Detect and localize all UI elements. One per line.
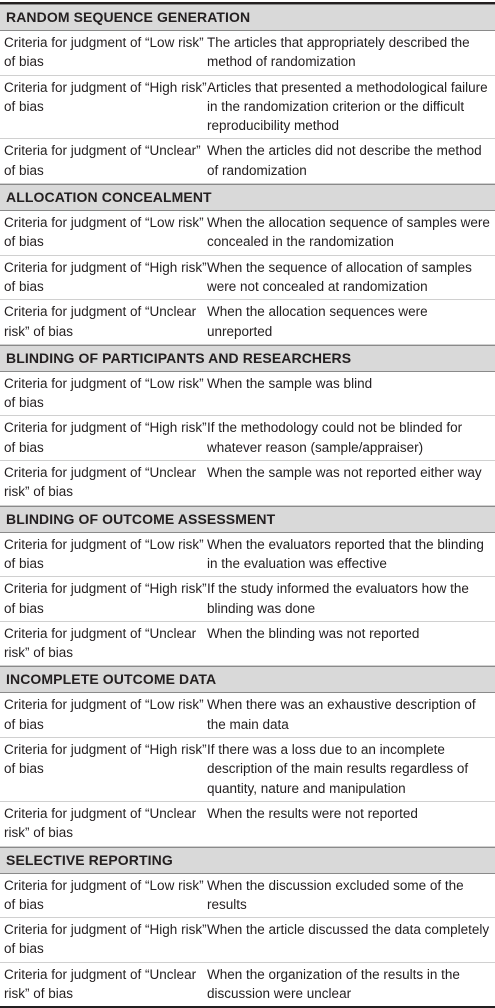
table-row bbox=[0, 802, 495, 847]
table-row bbox=[0, 577, 495, 622]
section-header: ALLOCATION CONCEALMENT bbox=[0, 184, 495, 211]
criteria-cell: Criteria for judgment of “Low risk” of bias bbox=[4, 877, 204, 912]
criteria-cell: Criteria for judgment of “High risk” of bias bbox=[4, 581, 207, 616]
table-row bbox=[0, 738, 495, 802]
criteria-cell: Criteria for judgment of “High risk” of bias bbox=[4, 420, 207, 455]
table-row bbox=[0, 874, 495, 919]
section-header: BLINDING OF PARTICIPANTS AND RESEARCHERS bbox=[0, 345, 495, 372]
section-header: BLINDING OF OUTCOME ASSESSMENT bbox=[0, 506, 495, 533]
description-cell: When the article discussed the data completely bbox=[207, 922, 490, 938]
criteria-cell: Criteria for judgment of “Low risk” of bias bbox=[4, 697, 204, 732]
criteria-cell: Criteria for judgment of “Low risk” of bias bbox=[4, 215, 204, 250]
criteria-cell: Criteria for judgment of “Unclear risk” of bias bbox=[4, 805, 197, 841]
criteria-cell: Criteria for judgment of “High risk” of bias bbox=[4, 922, 207, 957]
criteria-cell: Criteria for judgment of “Unclear risk” of bias bbox=[4, 465, 197, 500]
description-cell: When the allocation sequence of samples were concealed in the randomization bbox=[207, 215, 490, 250]
criteria-cell: Criteria for judgment of “Low risk” of bias bbox=[4, 375, 204, 411]
description-cell: When the discussion excluded some of the results bbox=[207, 877, 464, 912]
table-row bbox=[0, 139, 495, 184]
section-header: INCOMPLETE OUTCOME DATA bbox=[0, 666, 495, 693]
description-cell: If the methodology could not be blinded for whatever reason (sample/appraiser) bbox=[207, 420, 463, 455]
table-row bbox=[0, 461, 495, 506]
description-cell: When the sequence of allocation of samples were not concealed at randomization bbox=[207, 259, 472, 294]
description-cell: When there was an exhaustive description of the main data bbox=[207, 697, 476, 732]
description-cell: If the study informed the evaluators how the blinding was done bbox=[207, 581, 469, 616]
table-row bbox=[0, 693, 495, 738]
description-cell: When the results were not reported bbox=[207, 805, 418, 821]
table-row bbox=[0, 372, 495, 417]
table-row bbox=[0, 31, 495, 76]
criteria-cell: Criteria for judgment of “High risk” of bias bbox=[4, 79, 207, 114]
description-cell: When the sample was not reported either way bbox=[207, 465, 482, 481]
description-cell: The articles that appropriately described the method of randomization bbox=[207, 35, 470, 70]
table-row bbox=[0, 76, 495, 140]
description-cell: If there was a loss due to an incomplete description of the main results regardless of quantity, nature and manipulation bbox=[207, 742, 469, 796]
criteria-cell: Criteria for judgment of “High risk” of bias bbox=[4, 259, 207, 294]
description-cell: When the sample was blind bbox=[207, 375, 373, 391]
criteria-cell: Criteria for judgment of “Unclear risk” of bias bbox=[4, 304, 197, 339]
table-row bbox=[0, 300, 495, 345]
table-row bbox=[0, 918, 495, 963]
table-row bbox=[0, 622, 495, 667]
section-header: RANDOM SEQUENCE GENERATION bbox=[0, 4, 495, 31]
criteria-cell: Criteria for judgment of “Low risk” of bias bbox=[4, 536, 204, 571]
description-cell: When the blinding was not reported bbox=[207, 625, 420, 641]
table-row bbox=[0, 256, 495, 301]
description-cell: When the allocation sequences were unreported bbox=[207, 304, 428, 339]
criteria-cell: Criteria for judgment of “Low risk” of bias bbox=[4, 35, 204, 70]
criteria-cell: Criteria for judgment of “Unclear risk” of bias bbox=[4, 625, 197, 661]
criteria-cell: Criteria for judgment of “High risk” of bias bbox=[4, 742, 207, 777]
description-cell: When the evaluators reported that the blinding in the evaluation was effective bbox=[207, 536, 484, 571]
section-header: SELECTIVE REPORTING bbox=[0, 847, 495, 874]
criteria-cell: Criteria for judgment of “Unclear” of bias bbox=[4, 143, 201, 178]
description-cell: When the organization of the results in the discussion were unclear bbox=[207, 966, 460, 1001]
table-row bbox=[0, 963, 495, 1007]
table-row bbox=[0, 211, 495, 256]
description-cell: When the articles did not describe the method of randomization bbox=[207, 143, 482, 178]
criteria-cell: Criteria for judgment of “Unclear risk” of bias bbox=[4, 966, 197, 1001]
table-row bbox=[0, 533, 495, 578]
table-row bbox=[0, 416, 495, 461]
description-cell: Articles that presented a methodological failure in the randomization criterion or the difficult reproducibility method bbox=[207, 79, 488, 134]
table-body bbox=[0, 4, 495, 1006]
